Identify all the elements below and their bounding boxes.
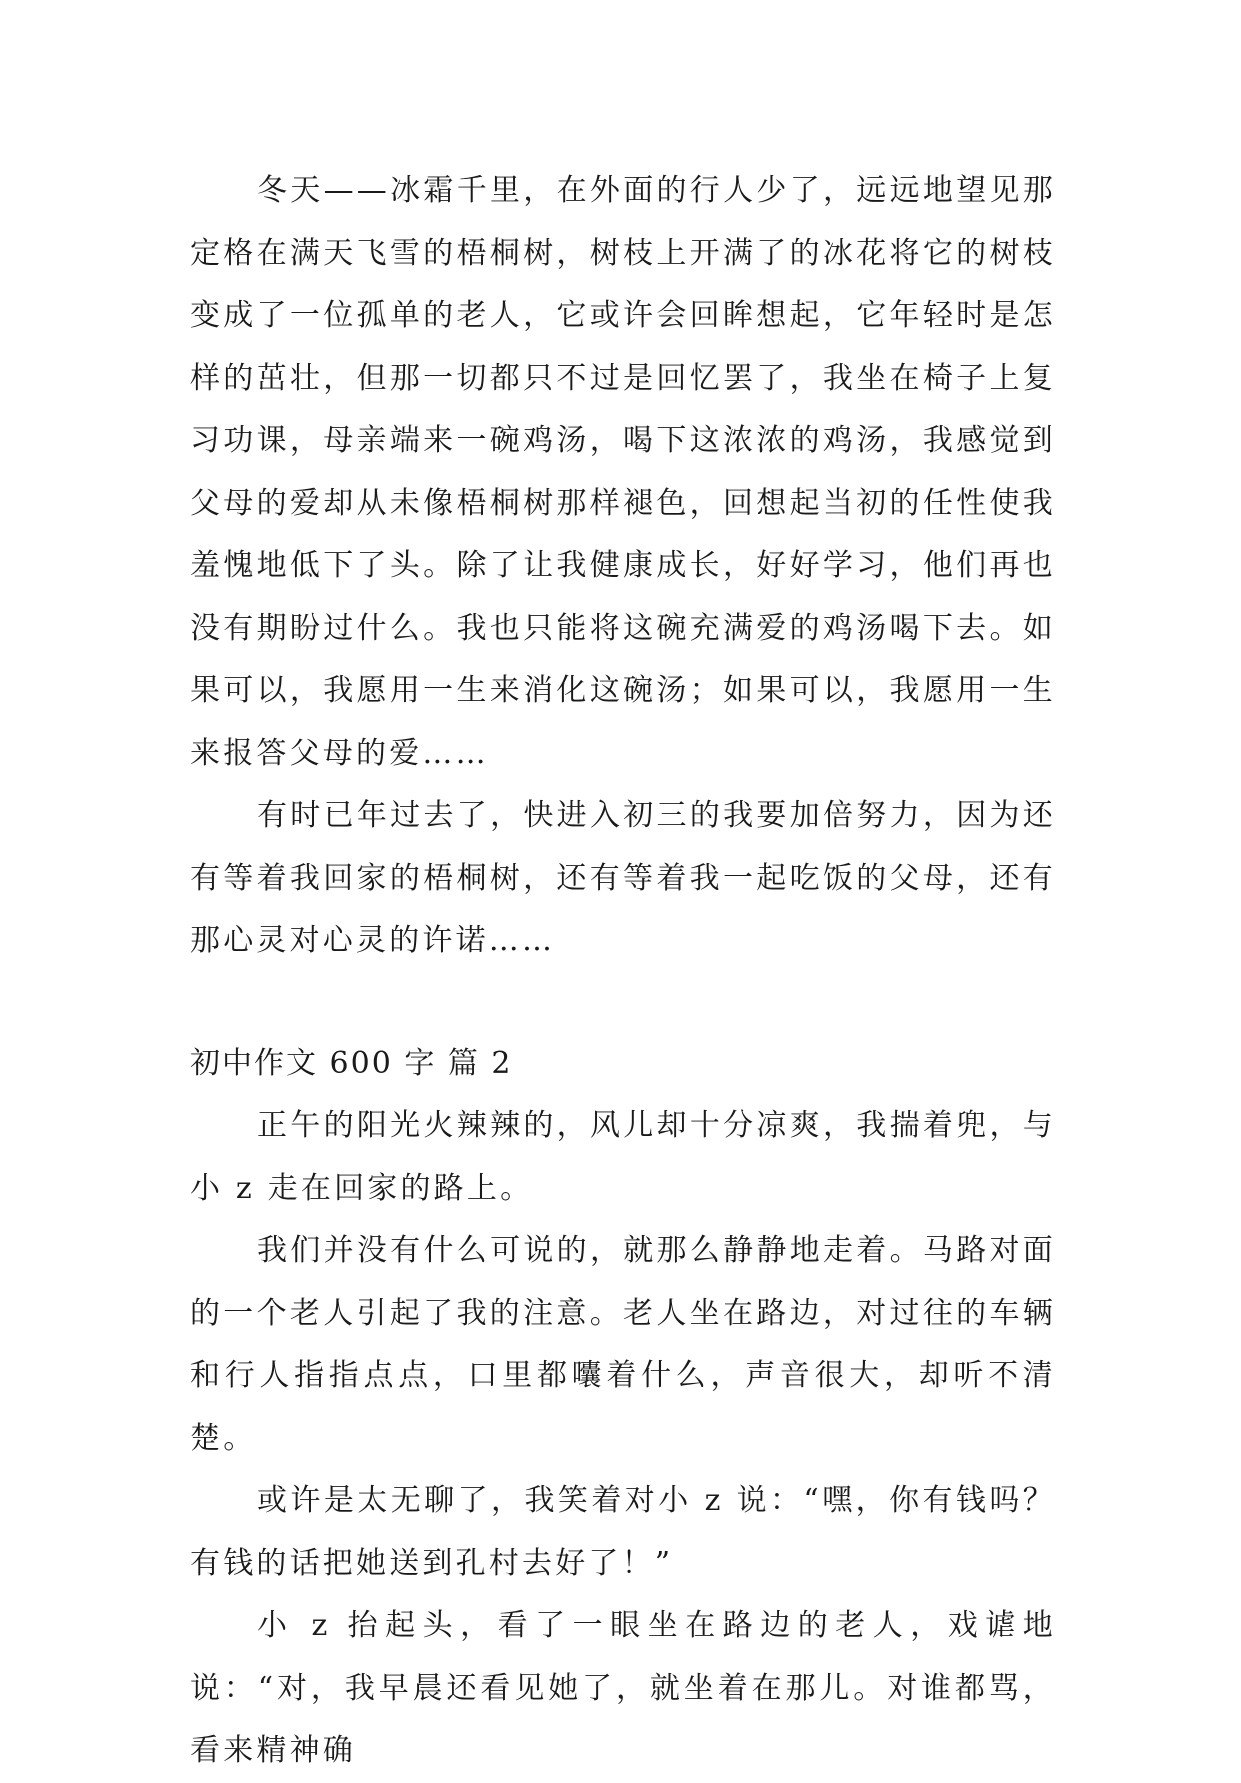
paragraph-reply: 小 z 抬起头，看了一眼坐在路边的老人，戏谑地说：“对，我早晨还看见她了，就坐着在那儿。对谁都骂，看来精神确 [190, 1608, 1056, 1768]
section-heading: 初中作文 600 字 篇 2 [190, 1045, 513, 1081]
paragraph-old-woman: 我们并没有什么可说的，就那么静静地走着。马路对面的一个老人引起了我的注意。老人坐在路边，对过往的车辆和行人指指点点，口里都囔着什么，声音很大，却听不清楚。 [190, 1233, 1056, 1456]
paragraph-winter: 冬天——冰霜千里，在外面的行人少了，远远地望见那定格在满天飞雪的梧桐树，树枝上开满了的冰花将它的树枝变成了一位孤单的老人，它或许会回眸想起，它年轻时是怎样的茁壮，但那一切都只不过是回忆罢了，我坐在椅子上复习功课，母亲端来一碗鸡汤，喝下这浓浓的鸡汤，我感觉到父母的爱却从未像梧桐树那样褪色，回想起当初的任性使我羞愧地低下了头。除了让我健康成长，好好学习，他们再也没有期盼过什么。我也只能将这碗充满爱的鸡汤喝下去。如果可以，我愿用一生来消化这碗汤；如果可以，我愿用一生来报答父母的爱…… [190, 173, 1056, 771]
section-gap [190, 973, 1056, 1033]
paragraph-joke: 或许是太无聊了，我笑着对小 z 说：“嘿，你有钱吗？有钱的话把她送到孔村去好了！” [190, 1483, 1056, 1581]
paragraph-noon: 正午的阳光火辣辣的，风儿却十分凉爽，我揣着兜，与小 z 走在回家的路上。 [190, 1108, 1056, 1206]
paragraph-closing: 有时已年过去了，快进入初三的我要加倍努力，因为还有等着我回家的梧桐树，还有等着我一起吃饭的父母，还有那心灵对心灵的许诺…… [190, 798, 1056, 958]
document-page [190, 160, 1056, 1783]
